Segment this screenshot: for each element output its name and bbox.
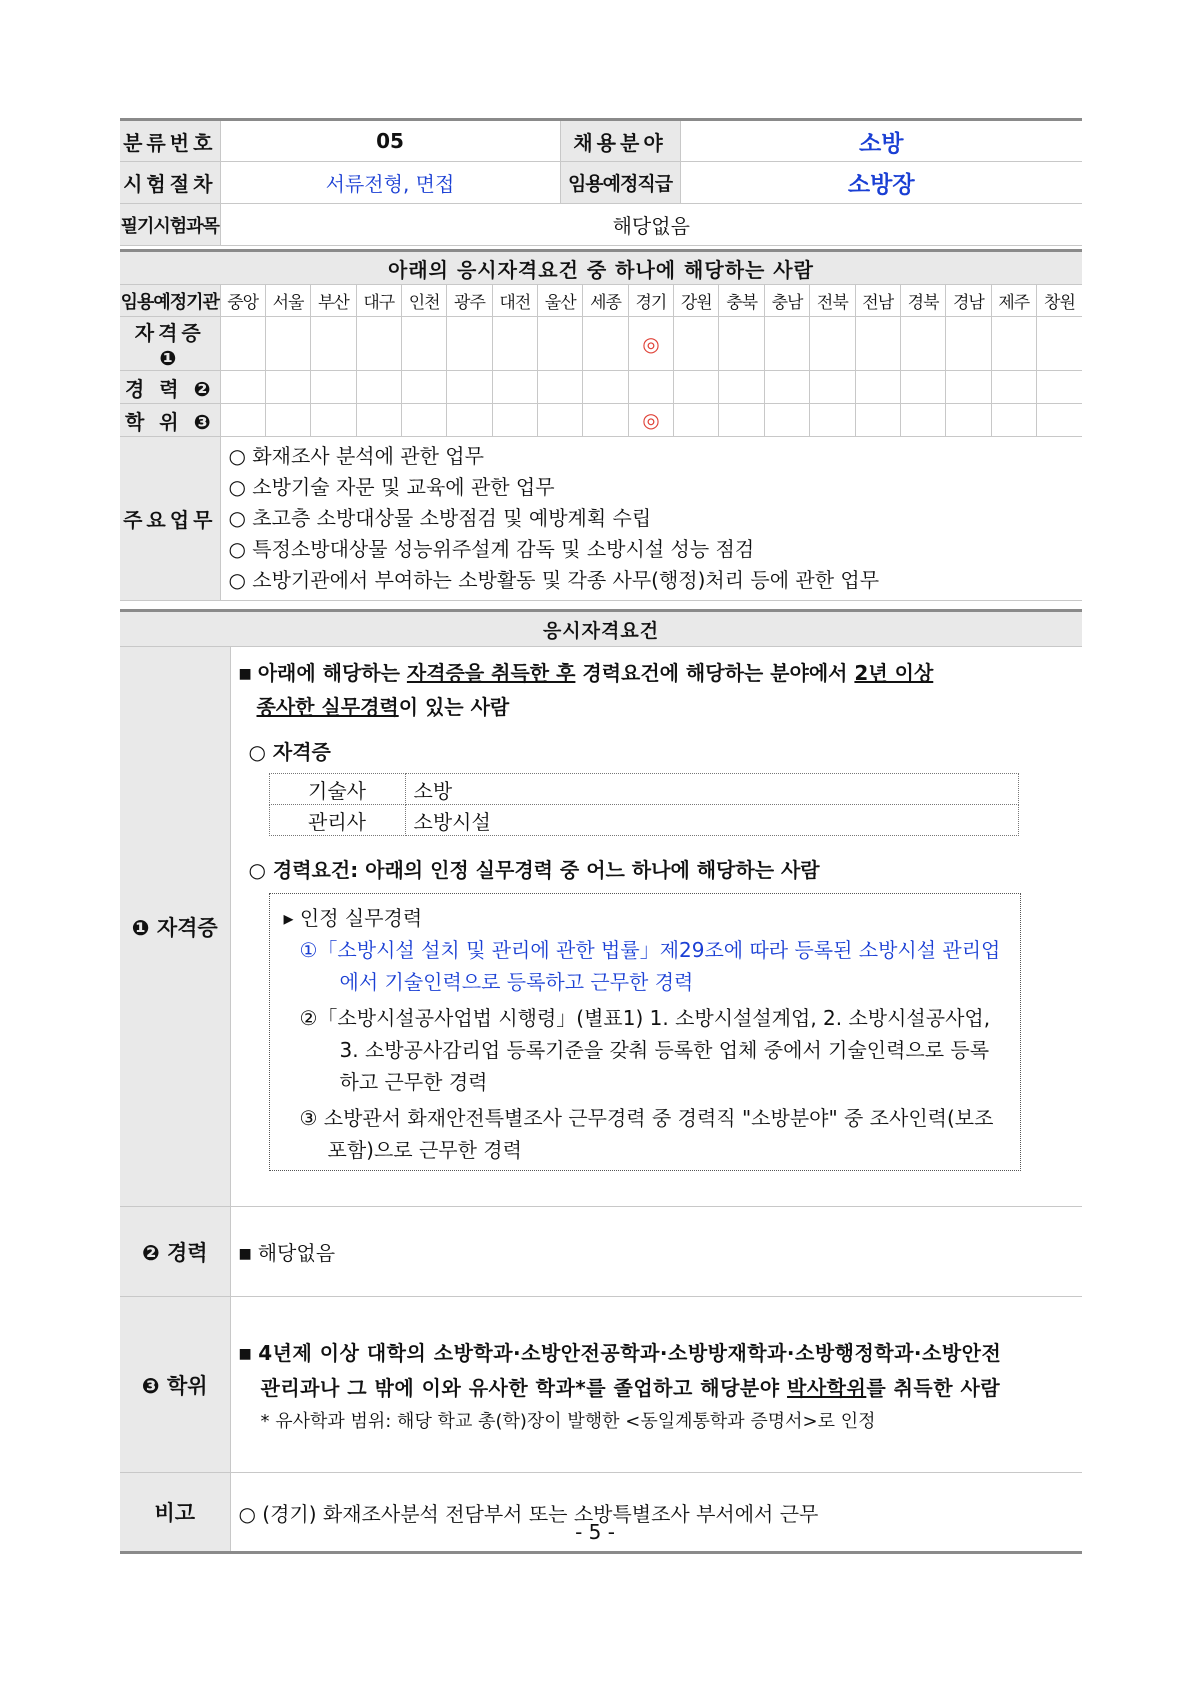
org-cell: 울산 [538,285,583,317]
eligibility-mark-cell [311,371,356,404]
duties-label: 주요업무 [120,437,220,601]
career-item [270,1102,1020,1166]
org-cell: 광주 [447,285,492,317]
eligibility-mark-cell [401,317,446,371]
requirements-title: 응시자격요건 [120,611,1082,647]
org-cell: 제주 [991,285,1036,317]
page-number: - 5 - [575,1520,615,1544]
eligibility-mark-cell [356,371,401,404]
eligibility-mark-cell: ◎ [628,317,673,371]
rank-label: 임용예정직급 [560,162,680,204]
org-cell: 세종 [583,285,628,317]
org-cell: 창원 [1036,285,1082,317]
duties-list [220,437,1082,601]
eligibility-mark-cell [1036,371,1082,404]
duty-item: ○ 소방기관에서 부여하는 소방활동 및 각종 사무(행정)처리 등에 관한 업무 [228,568,880,592]
eligibility-mark-cell [900,317,945,371]
duty-item: ○ 특정소방대상물 성능위주설계 감독 및 소방시설 성능 점검 [228,537,755,561]
eligibility-mark-cell [311,404,356,437]
eligibility-mark-cell [265,404,310,437]
eligibility-mark-cell [538,404,583,437]
row-label-degree: 학 위 ❸ [120,404,220,437]
square-bullet-icon: ■ [238,1346,253,1362]
eligibility-mark-cell [946,317,991,371]
remarks-label: 비고 [120,1473,230,1553]
org-cell: 부산 [311,285,356,317]
org-cell: 인천 [401,285,446,317]
career-box-title: ▸ 인정 실무경력 [283,906,423,930]
degree-note: * 유사학과 범위: 해당 학교 총(학)장이 발행한 <동일계통학과 증명서>로 인정 [260,1411,876,1432]
eligibility-mark-cell [1036,404,1082,437]
eligibility-mark-cell [583,371,628,404]
career-body [230,1207,1082,1297]
career-box [269,893,1021,1171]
class-no-value: 05 [220,120,560,162]
eligibility-mark-cell [810,371,855,404]
eligibility-mark-cell [492,371,537,404]
eligibility-mark-cell [764,404,809,437]
org-cell: 서울 [265,285,310,317]
eligibility-mark-cell [991,404,1036,437]
org-cell: 충북 [719,285,764,317]
org-cell: 강원 [674,285,719,317]
eligibility-mark-cell [538,371,583,404]
license-heading: ○ 자격증 [248,740,331,764]
career-item-line: ③ 소방관서 화재안전특별조사 근무경력 중 경력직 "소방분야" 중 조사인력(보조 [299,1106,994,1130]
eligibility-mark-cell [719,404,764,437]
eligibility-mark-cell [492,317,537,371]
org-cell: 충남 [764,285,809,317]
eligibility-mark-cell [220,404,265,437]
career-item-line: 에서 기술인력으로 등록하고 근무한 경력 [339,970,694,994]
cert-label: ❶ 자격증 [120,647,230,1207]
eligibility-mark-cell [674,371,719,404]
procedure-label: 시험절차 [120,162,220,204]
license-name: 소방 [405,774,1018,805]
eligibility-grid [120,249,1082,601]
license-name: 소방시설 [405,805,1018,836]
eligibility-mark-cell [674,404,719,437]
eligibility-mark-cell [946,404,991,437]
eligibility-mark-cell: ◎ [628,404,673,437]
degree-text: ■ 4년제 이상 대학의 소방학과·소방안전공학과·소방방재학과·소방행정학과·소방안전 관리과나 그 밖에 이와 유사한 학과*를 졸업하고 해당분야 박사학위를 취득한 사람 [238,1341,1002,1400]
cert-body [230,647,1082,1207]
career-item-line: 하고 근무한 경력 [339,1070,488,1094]
org-cell: 전남 [855,285,900,317]
org-cell: 경남 [946,285,991,317]
eligibility-mark-cell [447,404,492,437]
field-value: 소방 [680,120,1082,162]
duty-item: ○ 소방기술 자문 및 교육에 관한 업무 [228,475,555,499]
career-item-line: 포함)으로 근무한 경력 [327,1138,522,1162]
career-heading: ○ 경력요건: 아래의 인정 실무경력 중 어느 하나에 해당하는 사람 [248,858,820,882]
license-grade: 기술사 [269,774,405,805]
eligibility-mark-cell [855,371,900,404]
eligibility-mark-cell [220,371,265,404]
eligibility-mark-cell [810,317,855,371]
degree-body [230,1297,1082,1473]
eligibility-mark-cell [900,371,945,404]
eligibility-mark-cell [356,317,401,371]
written-value: 해당없음 [220,204,1082,246]
eligibility-mark-cell [583,317,628,371]
org-cell: 대구 [356,285,401,317]
rank-value: 소방장 [680,162,1082,204]
page [120,118,1082,1554]
procedure-value: 서류전형, 면접 [220,162,560,204]
eligibility-mark-cell [855,404,900,437]
eligibility-mark-cell [356,404,401,437]
org-cell: 대전 [492,285,537,317]
eligibility-mark-cell [628,371,673,404]
career-items [270,934,1020,1166]
org-cell: 전북 [810,285,855,317]
eligibility-mark-cell [764,317,809,371]
career-item-line: ①「소방시설 설치 및 관리에 관한 법률」제29조에 따라 등록된 소방시설 관리업 [299,938,1001,962]
eligibility-mark-cell [583,404,628,437]
eligibility-mark-cell [900,404,945,437]
eligibility-mark-cell [991,317,1036,371]
eligibility-mark-cell [265,371,310,404]
summary-table [120,118,1082,246]
org-cell: 경기 [628,285,673,317]
square-bullet-icon: ■ [238,666,252,682]
duty-item: ○ 초고층 소방대상물 소방점검 및 예방계획 수립 [228,506,652,530]
career-item-line: 3. 소방공사감리업 등록기준을 갖춰 등록한 업체 중에서 기술인력으로 등록 [339,1038,990,1062]
cert-intro: ■ 아래에 해당하는 자격증을 취득한 후 경력요건에 해당하는 분야에서 2년 이상 종사한 실무경력이 있는 사람 [238,661,934,719]
requirements-table [120,609,1082,1554]
class-no-label: 분류번호 [120,120,220,162]
org-cell: 경북 [900,285,945,317]
career-item [270,934,1020,998]
eligibility-mark-cell [719,317,764,371]
row-label-cert: 자격증 ❶ [120,317,220,371]
eligibility-mark-cell [401,371,446,404]
eligibility-mark-cell [447,317,492,371]
eligibility-mark-cell [946,371,991,404]
eligibility-mark-cell [764,371,809,404]
duty-item: ○ 화재조사 분석에 관한 업무 [228,444,484,468]
remarks-text: ○ (경기) 화재조사분석 전담부서 또는 소방특별조사 부서에서 근무 [230,1473,1082,1553]
eligibility-title: 아래의 응시자격요건 중 하나에 해당하는 사람 [120,251,1082,285]
career-text: 해당없음 [257,1241,336,1265]
eligibility-mark-cell [538,317,583,371]
eligibility-mark-cell [492,404,537,437]
eligibility-mark-cell [401,404,446,437]
eligibility-mark-cell [265,317,310,371]
row-label-career: 경 력 ❷ [120,371,220,404]
career-item-line: ②「소방시설공사업법 시행령」(별표1) 1. 소방시설설계업, 2. 소방시설공사업, [299,1006,991,1030]
career-item [270,1002,1020,1098]
eligibility-mark-cell [1036,317,1082,371]
degree-label: ❸ 학위 [120,1297,230,1473]
eligibility-mark-cell [311,317,356,371]
square-bullet-icon: ■ [238,1246,252,1262]
eligibility-mark-cell [855,317,900,371]
eligibility-mark-cell [220,317,265,371]
eligibility-mark-cell [674,317,719,371]
license-grade: 관리사 [269,805,405,836]
career-label: ❷ 경력 [120,1207,230,1297]
org-label: 임용예정기관 [120,285,220,317]
eligibility-mark-cell [447,371,492,404]
field-label: 채용분야 [560,120,680,162]
eligibility-mark-cell [991,371,1036,404]
license-table [269,773,1019,836]
eligibility-mark-cell [719,371,764,404]
org-cell: 중앙 [220,285,265,317]
eligibility-mark-cell [810,404,855,437]
written-label: 필기시험과목 [120,204,220,246]
